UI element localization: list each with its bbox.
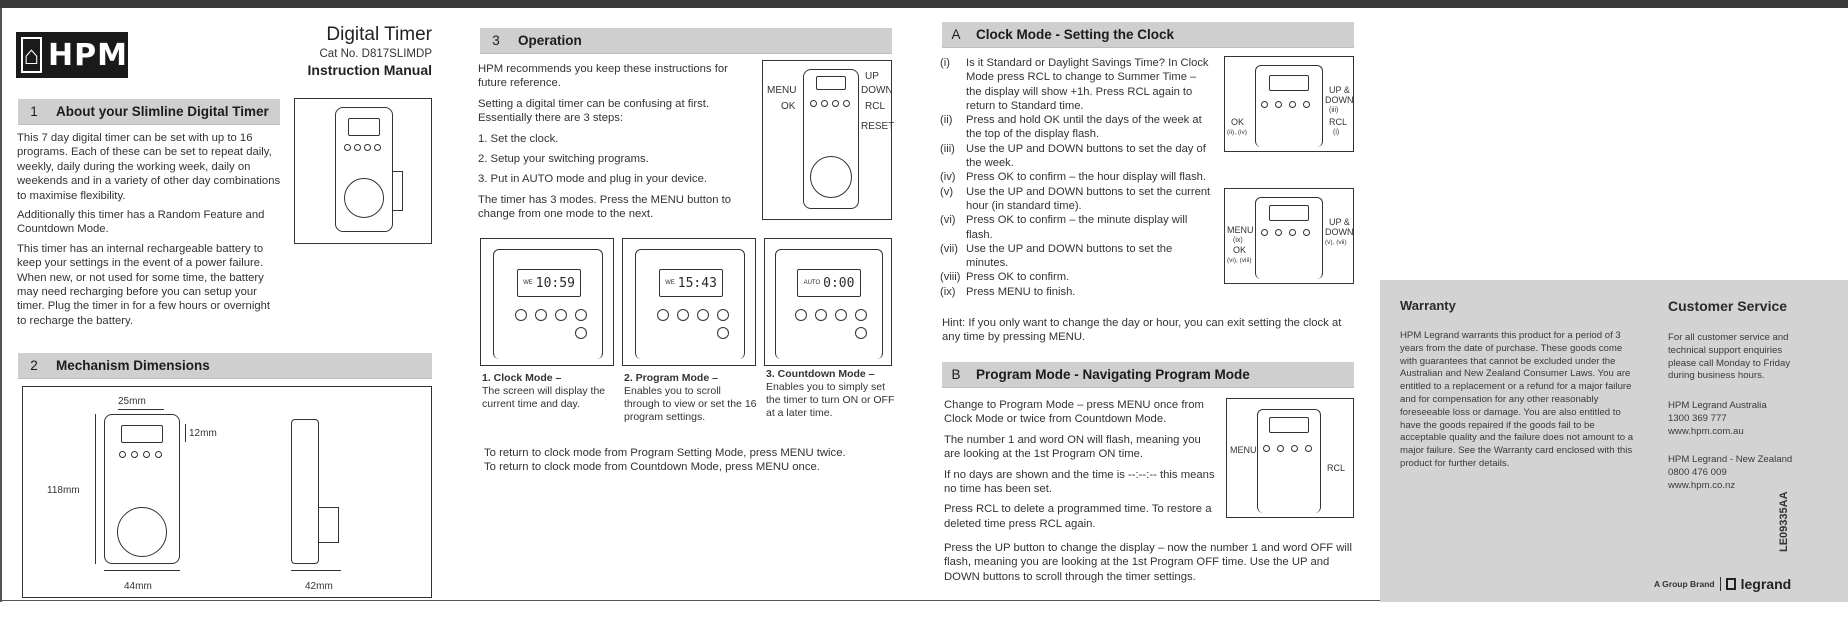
socket-outlet — [810, 156, 852, 198]
lcd-display — [517, 269, 581, 297]
hpm-logo — [16, 32, 128, 78]
dim-bottom-label: 44mm — [124, 581, 152, 592]
item-number: (vi) — [940, 214, 956, 227]
list-item — [940, 242, 1212, 271]
button — [1261, 101, 1268, 108]
button — [855, 309, 867, 321]
device-face — [635, 249, 745, 359]
section-1-body — [17, 131, 281, 328]
lcd-display — [348, 118, 380, 136]
button — [1303, 229, 1310, 236]
manual-label: Instruction Manual — [307, 62, 432, 78]
list-item — [940, 213, 1212, 242]
section-title: Operation — [518, 33, 582, 48]
plug-side — [393, 171, 403, 211]
program-mode-caption — [624, 372, 758, 424]
button — [354, 144, 361, 151]
item-text: Press and hold OK until the days of the week at the top of the display flash. — [966, 114, 1202, 141]
catalog-number: Cat No. D817SLIMDP — [319, 48, 432, 60]
program-mode-tail: Press the UP button to change the display – now the number 1 and word OFF will flash, meaning you are looking at the 1st Program OFF time. Use the UP and DOWN buttons to scroll through the timer settings. — [944, 542, 1352, 583]
button — [810, 100, 817, 107]
button — [832, 100, 839, 107]
lcd-display — [797, 269, 861, 297]
paragraph: Setting a digital timer can be confusing at first. Essentially there are 3 steps: — [478, 97, 710, 125]
menu-label: MENU — [767, 85, 797, 96]
lcd-display — [816, 76, 846, 90]
timer-device-illustration — [335, 107, 393, 232]
paragraph: Change to Program Mode – press MENU once from Clock Mode or twice from Countdown Mode. — [944, 399, 1204, 426]
button — [677, 309, 689, 321]
buttons-diagram — [762, 60, 895, 220]
clock-mode-caption — [482, 372, 617, 411]
down-label: DOWN — [1325, 95, 1354, 105]
down-ref: (v), (vii) — [1325, 239, 1347, 246]
list-item — [940, 285, 1212, 299]
clock-mode-figure — [480, 238, 614, 366]
ok-label: OK — [1231, 117, 1245, 127]
program-mode-body — [944, 398, 1216, 531]
caption-title: 3. Countdown Mode – — [766, 368, 875, 380]
product-title: Digital Timer — [326, 24, 432, 45]
section-b-header — [942, 362, 1354, 388]
button — [821, 100, 828, 107]
down-label: DOWN — [1325, 227, 1354, 237]
button — [344, 144, 351, 151]
button — [717, 309, 729, 321]
ok-label: OK — [1233, 245, 1247, 255]
device-face — [775, 249, 883, 359]
dim-face-label: 12mm — [189, 428, 217, 439]
item-text: Is it Standard or Daylight Savings Time? In Clock Mode press RCL to change to Summer Time – the display will show +1h. Press RCL again to return to Standard time. — [966, 57, 1209, 112]
lcd-display — [659, 269, 723, 297]
reset-label: RESET — [861, 121, 895, 132]
return-instructions — [484, 446, 894, 475]
button — [843, 100, 850, 107]
button — [575, 327, 587, 339]
button — [697, 309, 709, 321]
product-image-frame — [294, 98, 432, 244]
list-item — [940, 56, 1212, 113]
dim-line-face — [185, 424, 186, 442]
nz-phone: 0800 476 009 — [1668, 466, 1727, 478]
device-face — [493, 249, 603, 359]
button — [1263, 445, 1270, 452]
ok-ref: (vi), (viii) — [1227, 257, 1252, 264]
item-number: (ix) — [940, 285, 956, 298]
button — [1289, 101, 1296, 108]
section-title: Mechanism Dimensions — [56, 358, 210, 373]
legrand-logo: legrand — [1740, 576, 1792, 592]
button — [795, 309, 807, 321]
caption-title: 1. Clock Mode – — [482, 372, 562, 384]
au-name: HPM Legrand Australia — [1668, 400, 1767, 411]
group-brand-label: A Group Brand — [1654, 579, 1715, 589]
dim-depth-label: 42mm — [305, 581, 333, 592]
button — [131, 451, 138, 458]
list-item — [940, 142, 1212, 171]
clock-setting-steps — [940, 56, 1212, 299]
dim-line-bottom — [104, 570, 180, 571]
house-icon: ⌂ — [21, 37, 42, 73]
dim-line-height — [95, 414, 96, 564]
button — [155, 451, 162, 458]
up-label: UP & — [1329, 217, 1350, 227]
lcd-display — [1269, 205, 1309, 221]
countdown-mode-caption — [766, 368, 896, 420]
au-phone: 1300 369 777 — [1668, 412, 1727, 424]
program-diagram — [1226, 398, 1354, 518]
down-ref: (iii) — [1329, 107, 1339, 114]
button — [1305, 445, 1312, 452]
side-plug — [319, 507, 339, 543]
paragraph: This timer has an internal rechargeable battery to keep your settings in the event of a power failure. When new, or not used for some time, the battery may need recharging before you can setup your timer. Plug the timer in for a few hours or overnight to recharge the battery. — [17, 242, 271, 327]
section-title: Program Mode - Navigating Program Mode — [976, 367, 1250, 382]
button — [1303, 101, 1310, 108]
dim-line-top — [118, 409, 164, 410]
button — [575, 309, 587, 321]
section-3-header — [480, 28, 892, 54]
down-label: DOWN — [861, 85, 893, 96]
section-2-header — [18, 353, 432, 379]
top-edge-bar — [0, 0, 1848, 8]
item-number: (viii) — [940, 271, 961, 284]
rcl-label: RCL — [1329, 117, 1348, 127]
button — [555, 309, 567, 321]
item-number: (iv) — [940, 171, 956, 184]
item-number: (iii) — [940, 142, 955, 155]
paragraph: The number 1 and word ON will flash, meaning you are looking at the 1st Program ON time. — [944, 433, 1201, 461]
lcd-display — [1269, 417, 1309, 433]
nz-web: www.hpm.co.nz — [1668, 479, 1736, 491]
section-letter: A — [951, 27, 961, 42]
item-text: Press OK to confirm – the hour display will flash. — [966, 171, 1207, 184]
list-item — [940, 170, 1212, 184]
nz-name: HPM Legrand - New Zealand — [1668, 454, 1793, 465]
side-view — [291, 419, 319, 564]
list-item — [940, 270, 1212, 284]
paragraph: The timer has 3 modes. Press the MENU button to change from one mode to the next. — [478, 193, 732, 221]
customer-service-intro: For all customer service and technical support enquiries please call Monday to Friday during business hours. — [1668, 332, 1791, 382]
item-number: (ii) — [940, 114, 953, 127]
socket-outlet — [344, 178, 384, 218]
dim-line-depth — [291, 570, 341, 571]
legrand-square-icon — [1726, 578, 1736, 590]
item-text: Use the UP and DOWN buttons to set the minutes. — [966, 242, 1173, 270]
rcl-label: RCL — [865, 101, 886, 112]
item-number: (v) — [940, 185, 954, 198]
button — [515, 309, 527, 321]
section-number: 2 — [30, 358, 38, 373]
brand-name: HPM — [48, 37, 128, 73]
paragraph: Additionally this timer has a Random Feature and Countdown Mode. — [17, 209, 265, 236]
button — [1275, 229, 1282, 236]
item-text: Press MENU to finish. — [966, 285, 1076, 298]
ok-label: OK — [781, 101, 796, 112]
item-text: Use the UP and DOWN buttons to set the day of the week. — [966, 142, 1206, 170]
button — [835, 309, 847, 321]
ok-ref: (ii), (iv) — [1227, 129, 1247, 136]
paragraph: Press RCL to delete a programmed time. To restore a deleted time press RCL again. — [944, 503, 1212, 530]
item-text: Press OK to confirm – the minute display will flash. — [966, 214, 1188, 241]
clock-diagram-1 — [1224, 56, 1354, 152]
section-1-header — [18, 99, 280, 125]
warranty-text: HPM Legrand warrants this product for a period of 3 years from the date of purchase. These goods come with guarantees that cannot be excluded under the Australian and New Zealand Consumer Laws. You are entitled to a replacement or a refund for a major failure and for compensation for any other reasonably foreseeable loss or damage. You are also entitled to have the goods repaired if the goods fail to be acceptable quality and the failure does not amount to a major failure. See the Warranty card enclosed with this product for further details. — [1400, 330, 1634, 469]
step-item: 2. Setup your switching programs. — [478, 153, 649, 166]
button — [1289, 229, 1296, 236]
dim-top-label: 25mm — [118, 396, 146, 407]
contact-nz — [1668, 454, 1818, 492]
item-number: (i) — [940, 57, 950, 69]
lcd-time: 15:43 — [677, 275, 717, 291]
section-a-header — [942, 22, 1354, 48]
menu-ref: (ix) — [1233, 237, 1243, 244]
socket-outlet — [117, 507, 167, 557]
lcd-display — [121, 425, 163, 443]
section-number: 1 — [30, 104, 38, 119]
product-title-block — [250, 24, 432, 78]
lcd-day: WE — [523, 280, 533, 286]
paragraph: If no days are shown and the time is --:--:-- this means no time has been set. — [944, 468, 1215, 496]
menu-label: MENU — [1230, 445, 1257, 455]
caption-text: Enables you to simply set the timer to turn ON or OFF at a later time. — [766, 381, 895, 419]
front-view — [104, 414, 180, 564]
timer-device-illustration — [803, 69, 859, 209]
clock-diagram-2 — [1224, 188, 1354, 284]
up-label: UP & — [1329, 85, 1350, 95]
item-number: (vii) — [940, 242, 959, 255]
paragraph: To return to clock mode from Countdown Mode, press MENU once. — [484, 461, 820, 474]
legrand-brand — [1654, 576, 1791, 592]
paragraph: To return to clock mode from Program Setting Mode, press MENU twice. — [484, 447, 846, 459]
rcl-label: RCL — [1327, 463, 1346, 473]
section-title: About your Slimline Digital Timer — [56, 104, 269, 119]
button — [1261, 229, 1268, 236]
paragraph: HPM recommends you keep these instructions for future reference. — [478, 63, 728, 90]
caption-title: 2. Program Mode – — [624, 372, 718, 384]
button — [1275, 101, 1282, 108]
lcd-mode: AUTO — [803, 280, 821, 286]
button — [143, 451, 150, 458]
section-number: 3 — [492, 33, 500, 48]
button — [374, 144, 381, 151]
button — [364, 144, 371, 151]
button — [1277, 445, 1284, 452]
button — [855, 327, 867, 339]
button — [815, 309, 827, 321]
step-item: 1. Set the clock. — [478, 132, 559, 145]
step-item: 3. Put in AUTO mode and plug in your device. — [478, 173, 707, 186]
button — [1291, 445, 1298, 452]
lcd-time: 0:00 — [823, 275, 855, 291]
section-title: Clock Mode - Setting the Clock — [976, 27, 1175, 42]
list-item — [940, 113, 1212, 142]
divider — [1720, 577, 1721, 591]
au-web: www.hpm.com.au — [1668, 425, 1744, 437]
caption-text: The screen will display the current time and day. — [482, 385, 606, 410]
customer-service-title: Customer Service — [1668, 298, 1788, 314]
list-item — [940, 185, 1212, 214]
button — [717, 327, 729, 339]
operation-body — [478, 62, 748, 222]
section-letter: B — [951, 367, 961, 382]
button — [657, 309, 669, 321]
paragraph: This 7 day digital timer can be set with up to 16 programs. Each of these can be set to repeat daily, weekly, daily during the working week, daily on weekends and in a variety of other day combinations to maximise flexibility. — [17, 132, 281, 202]
item-text: Press OK to confirm. — [966, 271, 1070, 284]
document-code: LE09335AA — [1778, 491, 1790, 552]
dimensions-figure — [22, 386, 432, 598]
lcd-display — [1269, 75, 1309, 91]
left-edge — [0, 8, 2, 602]
lcd-time: 10:59 — [535, 275, 575, 291]
dim-height-label: 118mm — [47, 485, 80, 496]
button — [535, 309, 547, 321]
button — [119, 451, 126, 458]
contact-au — [1668, 400, 1818, 438]
hint-text: Hint: If you only want to change the day or hour, you can exit setting the clock at any time by pressing MENU. — [942, 317, 1342, 344]
program-mode-figure — [622, 238, 756, 366]
countdown-mode-figure — [764, 238, 892, 366]
up-label: UP — [865, 71, 879, 82]
warranty-title: Warranty — [1400, 298, 1456, 313]
menu-label: MENU — [1227, 225, 1254, 235]
lcd-day: WE — [665, 280, 675, 286]
item-text: Use the UP and DOWN buttons to set the current hour (in standard time). — [966, 185, 1211, 212]
caption-text: Enables you to scroll through to view or set the 16 program settings. — [624, 385, 757, 423]
rcl-ref: (i) — [1333, 129, 1340, 136]
